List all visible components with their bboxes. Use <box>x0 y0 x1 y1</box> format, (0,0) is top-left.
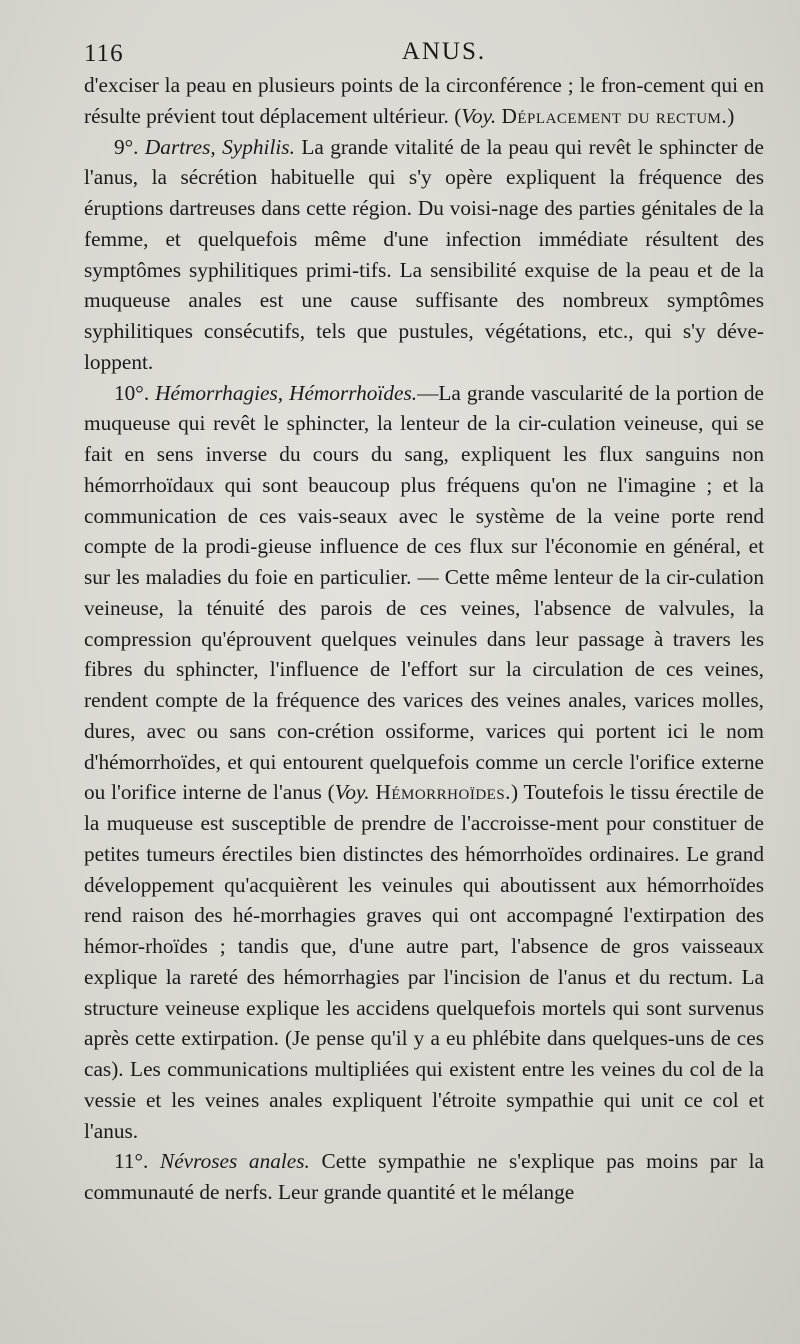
voy-reference: Voy. <box>334 780 370 805</box>
paragraph-continuation <box>84 70 764 132</box>
section-text-end: ) Toutefois le tissu érectile de la muqueuse est susceptible de prendre de l'accroisse-ment pour constituer de petites tumeurs érectiles bien distinctes des hémorrhoïdes ordinaires. Le grand développement qu'acquièrent les veinules qui aboutissent aux hémorrhoïdes rend raison des hé-morrhagies graves qui ont accompagné l'extirpation des hémor-rhoïdes ; tandis que, d'une autre part, l'absence de gros vaisseaux explique la rareté des hémorrhagies par l'incision de l'anus et du rectum. La structure veineuse explique les accidens quelquefois mortels qui sont survenus après cette extirpation. (Je pense qu'il y a eu phlébite dans quelques-uns de ces cas). Les communications multipliées qui existent entre les veines du col de la vessie et les veines anales expliquent l'étroite sympathie qui unit ce col et l'anus. <box>84 780 765 1143</box>
section-dartres-syphilis <box>84 132 764 378</box>
page-header <box>84 34 764 70</box>
paragraph-text-end: ) <box>727 103 735 128</box>
section-number: 9°. <box>114 134 139 159</box>
section-number: 11°. <box>114 1149 149 1174</box>
section-text: La grande vitalité de la peau qui revêt le sphincter de l'anus, la sécrétion habituelle qui s'y opère expliquent la fréquence des éruptions dartreuses dans cette région. Du voisi-nage des parties génitales de la femme, et quelquefois même d'une infection immédiate résultent des symptômes syphilitiques primi-tifs. La sensibilité exquise de la peau et de la muqueuse anales est une cause suffisante des nombreux symptômes syphilitiques consécutifs, tels que pustules, végétations, etc., qui s'y déve-loppent. <box>84 134 764 374</box>
voy-reference: Voy. <box>461 103 497 128</box>
section-hemorrhagies <box>84 378 764 1147</box>
cross-reference: Déplacement du rectum. <box>501 103 728 128</box>
paragraph-text: d'exciser la peau en plusieurs points de la circonférence ; le fron-cement qui en résulte prévient tout déplacement ultérieur. ( <box>84 73 764 128</box>
section-number: 10°. <box>114 380 150 405</box>
section-nevroses-anales <box>84 1146 764 1208</box>
cross-reference: Hémorrhoïdes. <box>375 780 511 805</box>
section-title: Névroses anales. <box>160 1149 310 1174</box>
section-title: Hémorrhagies, Hémorrhoïdes. <box>155 380 418 405</box>
section-title: Dartres, Syphilis. <box>144 134 295 159</box>
page-number: 116 <box>84 40 124 67</box>
section-text: —La grande vascularité de la portion de muqueuse qui revêt le sphincter, la lenteur de la cir-culation veineuse, qui se fait en sens inverse du cours du sang, expliquent les flux sanguins non hémorrhoïdaux qui sont beaucoup plus fréquens qu'on ne l'imagine ; et la communication de ces vais-seaux avec le système de la veine porte rend compte de la prodi-gieuse influence de ces flux sur l'économie en général, et sur les maladies du foie en particulier. — Cette même lenteur de la cir-culation veineuse, la ténuité des parois de ces veines, l'absence de valvules, la compression qu'éprouvent quelques veinules dans leur passage à travers les fibres du sphincter, l'influence de l'effort sur la circulation de ces veines, rendent compte de la fréquence des varices des veines anales, varices molles, dures, avec ou sans con-crétion ossiforme, varices qui portent ici le nom d'hémorrhoïdes, et qui entourent quelquefois comme un cercle l'orifice externe ou l'orifice interne de l'anus ( <box>84 380 764 805</box>
body-text <box>84 70 764 1208</box>
section-text: Cette sympathie ne s'explique pas moins par la communauté de nerfs. Leur grande quantité et le mélange <box>84 1149 764 1204</box>
running-title: ANUS. <box>401 38 487 65</box>
